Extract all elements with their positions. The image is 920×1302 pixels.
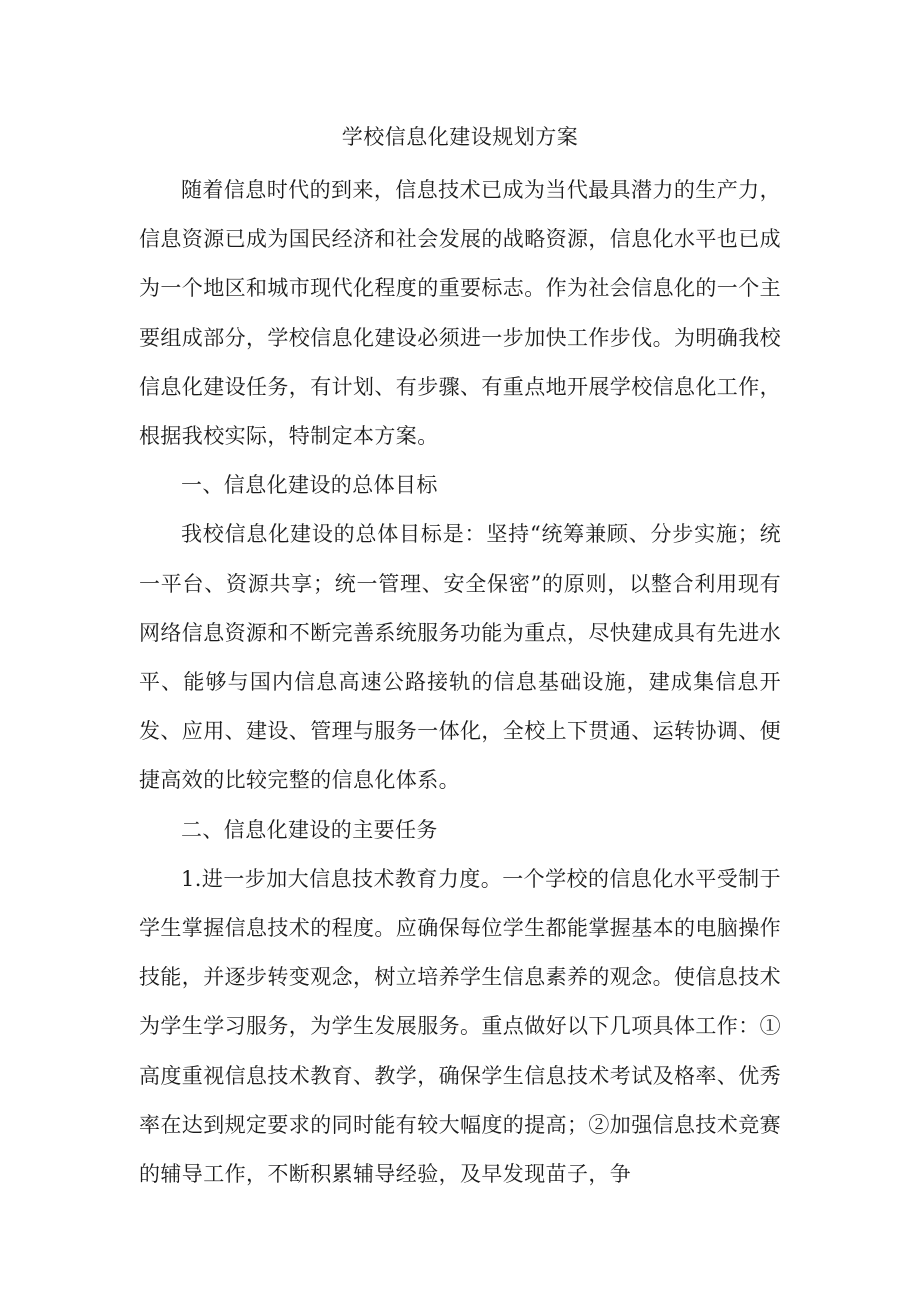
intro-paragraph: 随着信息时代的到来，信息技术已成为当代最具潜力的生产力，信息资源已成为国民经济和社会发展的战略资源，信息化水平也已成为一个地区和城市现代化程度的重要标志。作为社会信息化的一个主要组成部分，学校信息化建设必须进一步加快工作步伐。为明确我校信息化建设任务，有计划、有步骤、有重点地开展学校信息化工作，根据我校实际，特制定本方案。 bbox=[139, 178, 781, 449]
section-heading-overall-goal: 一、信息化建设的总体目标 bbox=[181, 473, 438, 498]
overall-goal-paragraph: 我校信息化建设的总体目标是：坚持“统筹兼顾、分步实施；统一平台、资源共享；统一管理、安全保密”的原则，以整合利用现有网络信息资源和不断完善系统服务功能为重点，尽快建成具有先进水平、能够与国内信息高速公路接轨的信息基础设施，建成集信息开发、应用、建设、管理与服务一体化，全校上下贯通、运转协调、便捷高效的比较完整的信息化体系。 bbox=[139, 522, 781, 793]
document-body bbox=[139, 166, 781, 1199]
document-title: 学校信息化建设规划方案 bbox=[341, 125, 579, 149]
task-1-paragraph: 1.进一步加大信息技术教育力度。一个学校的信息化水平受制于学生掌握信息技术的程度。应确保每位学生都能掌握基本的电脑操作技能，并逐步转变观念，树立培养学生信息素养的观念。使信息技术为学生学习服务，为学生发展服务。重点做好以下几项具体工作：①高度重视信息技术教育、教学，确保学生信息技术考试及格率、优秀率在达到规定要求的同时能有较大幅度的提高；②加强信息技术竞赛的辅导工作，不断积累辅导经验，及早发现苗子，争 bbox=[139, 866, 781, 1187]
section-heading-main-tasks: 二、信息化建设的主要任务 bbox=[181, 817, 438, 842]
